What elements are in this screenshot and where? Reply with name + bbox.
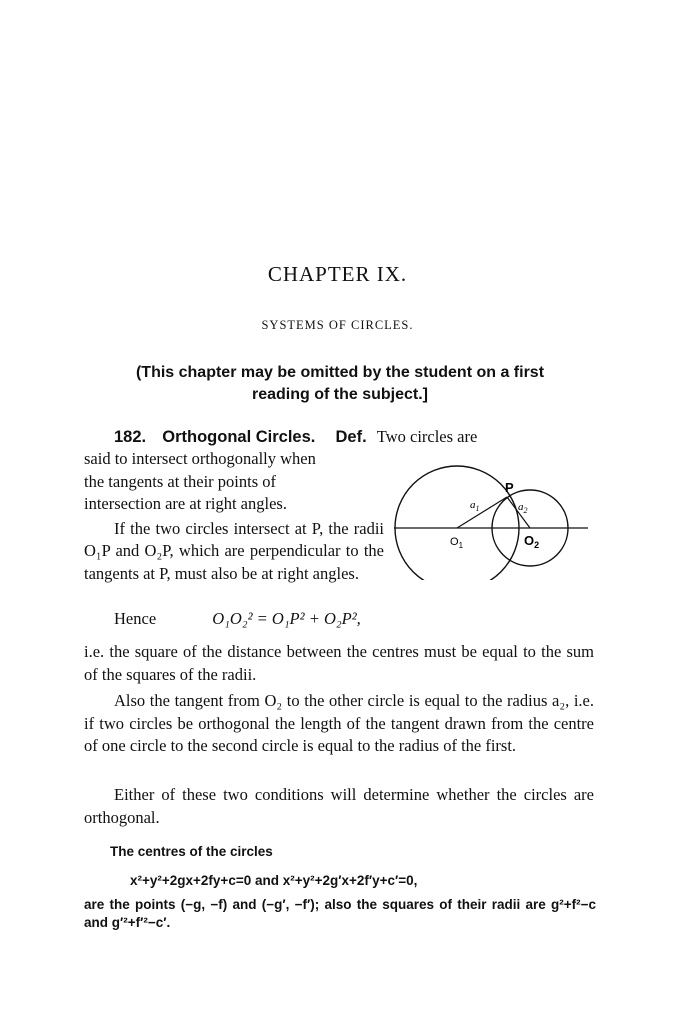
- either-paragraph: [84, 784, 594, 829]
- article-number: 182.: [114, 428, 147, 446]
- orthogonal-circles-diagram: [392, 455, 592, 580]
- centres-intro: The centres of the circles: [110, 844, 273, 859]
- definition-column: [84, 448, 384, 585]
- point-p-label: P: [505, 480, 514, 495]
- hence-label: Hence: [114, 609, 157, 628]
- definition-line: the tangents at their points of: [84, 471, 276, 491]
- either-paragraph-text: Either of these two conditions will determine whether the circles are orthogonal.: [84, 785, 594, 827]
- article-name: Orthogonal Circles.: [162, 428, 316, 446]
- definition-line: intersection are at right angles.: [84, 494, 287, 513]
- omission-note-line-1: (This chapter may be omitted by the student on a first: [135, 364, 545, 381]
- centres-conclusion: are the points (−g, −f) and (−g′, −f′); also the squares of their radii are g²+f²−c and g′²+f′²−c′.: [84, 897, 596, 930]
- general-circle-equations: x²+y²+2gx+2fy+c=0 and x²+y²+2g′x+2f′y+c′=0,: [130, 873, 418, 888]
- hence-line: [114, 608, 494, 630]
- definition-text-start: Two circles are: [376, 427, 478, 446]
- omission-note: [90, 362, 590, 406]
- chapter-title: CHAPTER IX.: [267, 262, 408, 286]
- chapter-subtitle: SYSTEMS OF CIRCLES.: [261, 318, 414, 332]
- tangent-paragraph-text: Also the tangent from O₂ to the other circle is equal to the radius a₂, i.e. if two circles be orthogonal the length of the tangent drawn from the centre of one circle to the second circle is equal to the radius of the first.: [84, 691, 594, 755]
- centre-o2-label: $O_2$: [524, 533, 540, 550]
- radius-o1p: [457, 497, 507, 528]
- radius-a2-label: $a_2$: [518, 501, 528, 515]
- first-circle: [395, 466, 519, 580]
- orthogonality-equation: O₁O₂² = O₁P² + O₂P²,: [212, 609, 361, 628]
- square-paragraph: [84, 641, 594, 686]
- radius-a1-label: $a_1$: [470, 499, 480, 513]
- tangent-paragraph: [84, 690, 594, 758]
- article-heading: [84, 426, 596, 448]
- definition-line: said to intersect orthogonally when: [84, 449, 316, 468]
- definition-label: Def.: [335, 428, 367, 446]
- omission-note-line-2: reading of the subject.]: [251, 386, 428, 403]
- radii-paragraph: If the two circles intersect at P, the radii O₁P and O₂P, which are perpendicular to the tangents at P, must also be at right angles.: [84, 518, 384, 583]
- square-paragraph-text: i.e. the square of the distance between the centres must be equal to the sum of the squares of the radii.: [84, 642, 594, 684]
- centre-o1-label: $O_1$: [450, 536, 464, 550]
